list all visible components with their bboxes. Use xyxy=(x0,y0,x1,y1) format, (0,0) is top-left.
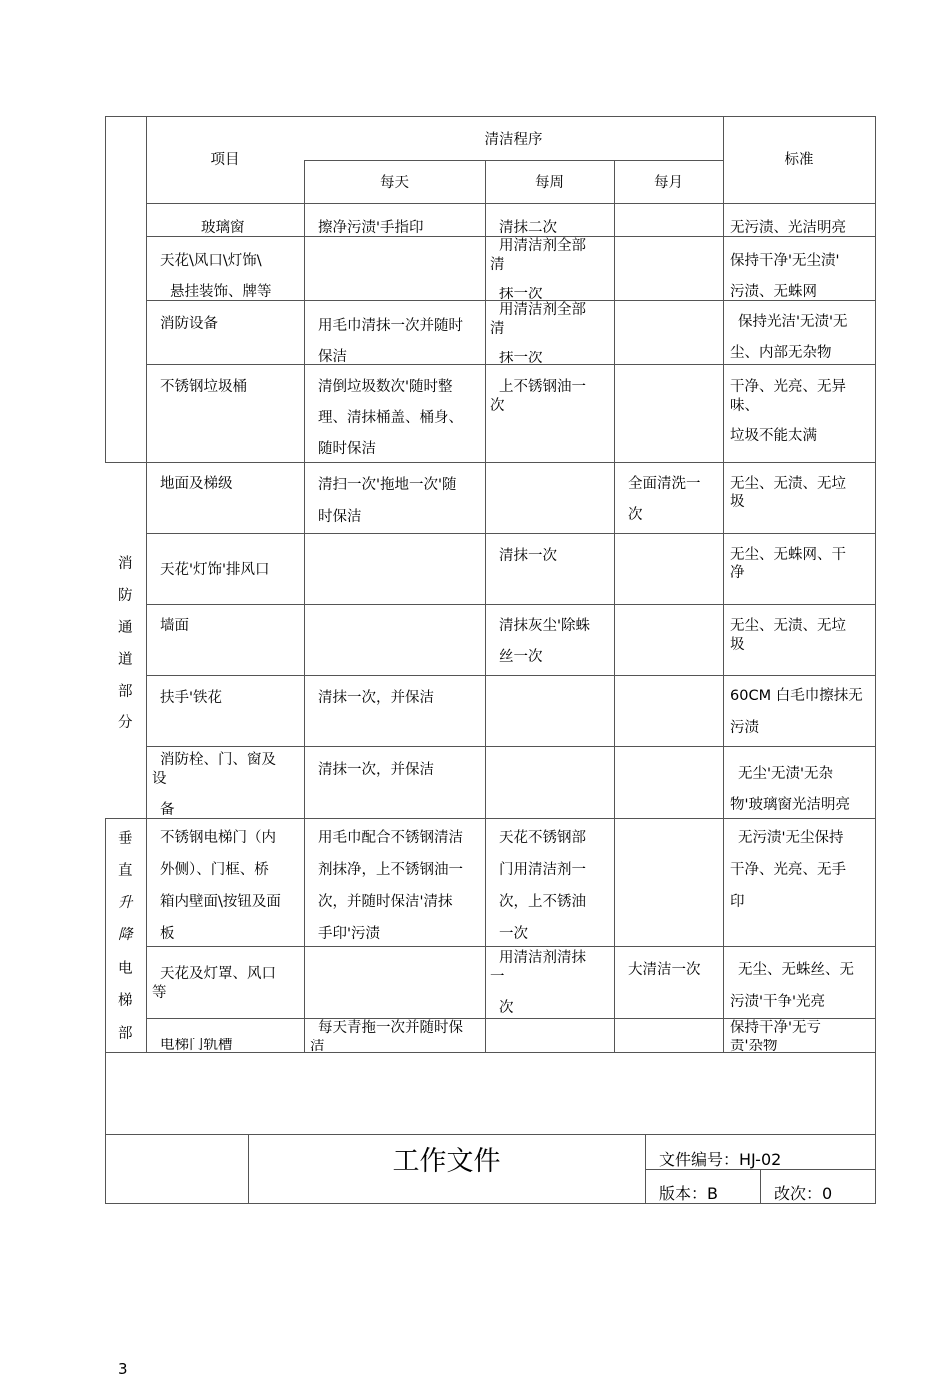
elevator-ceiling-weekly-line1: 用清洁剂清抹 xyxy=(499,950,586,966)
fire-passage-section-char-1: 消 xyxy=(118,556,133,572)
elevator-ceiling-item-line2: 等 xyxy=(152,985,167,1001)
elevator-section-char-6: 梯 xyxy=(118,993,133,1009)
fire-std-line2: 尘、内部无杂物 xyxy=(730,345,832,361)
handrail-daily: 清抹一次，并保洁 xyxy=(318,690,434,706)
handrail-item: 扶手'铁花 xyxy=(160,690,222,706)
door-daily-line2: 剂抹净，上不锈钢油一 xyxy=(318,862,463,878)
elevator-ceiling-weekly-line2: 一 xyxy=(490,969,505,985)
glass-weekly: 清抹二次 xyxy=(499,220,557,236)
door-item-line3: 箱内壁面\按钮及面 xyxy=(160,894,281,910)
elevator-ceiling-monthly: 大清洁一次 xyxy=(628,962,701,978)
wall-std-line2: 圾 xyxy=(730,637,745,653)
fire-passage-section-char-5: 部 xyxy=(118,684,133,700)
page-number: 3 xyxy=(118,1360,128,1378)
handrail-std-line1: 60CM 白毛巾擦抹无 xyxy=(730,688,863,704)
door-weekly-line1: 天花不锈钢部 xyxy=(499,830,586,846)
hydrant-std-line1: 无尘'无渍'无杂 xyxy=(738,766,833,782)
ceiling-weekly-line3: 抹一次 xyxy=(499,287,543,300)
floor-monthly-line1: 全面清洗一 xyxy=(628,476,701,492)
wall-weekly-line1: 清抹灰尘'除蛛 xyxy=(499,618,590,634)
fire-passage-section-char-6: 分 xyxy=(118,715,133,731)
header-standard: 标准 xyxy=(784,152,814,168)
header-monthly: 每月 xyxy=(654,175,683,191)
fire-daily-line1: 用毛巾清抹一次并随时 xyxy=(318,318,463,334)
passage-ceiling-std-line2: 净 xyxy=(730,565,745,581)
wall-weekly-line2: 丝一次 xyxy=(499,649,543,665)
fire-std-line1: 保持光洁'无渍'无 xyxy=(738,314,848,330)
track-daily-line2: 洁 xyxy=(310,1039,325,1052)
floor-daily-line1: 清扫一次'拖地一次'随 xyxy=(318,477,457,493)
track-std-line1: 保持干净'无亏 xyxy=(730,1020,821,1036)
bin-daily-line2: 理、清抹桶盖、桶身、 xyxy=(318,410,463,426)
glass-daily: 擦净污渍'手指印 xyxy=(318,220,424,236)
glass-item: 玻璃窗 xyxy=(201,220,245,236)
hydrant-item-line1: 消防栓、门、窗及 xyxy=(160,752,276,768)
floor-std-line2: 圾 xyxy=(730,494,745,510)
hydrant-std-line2: 物'玻璃窗光洁明亮 xyxy=(730,797,850,813)
fire-weekly-line3: 抹一次 xyxy=(499,351,543,364)
fire-passage-section-char-3: 通 xyxy=(118,620,133,636)
door-std-line3: 印 xyxy=(730,894,745,910)
elevator-ceiling-item-line1: 天花及灯罩、风口 xyxy=(160,966,276,982)
footer-revision: 改次：0 xyxy=(774,1184,833,1203)
ceiling-item-line1: 天花\风口\灯饰\ xyxy=(160,253,262,269)
fire-weekly-line2: 清 xyxy=(490,321,505,337)
hydrant-item-line2: 设 xyxy=(152,771,167,787)
elevator-section-char-5: 电 xyxy=(118,961,133,977)
passage-ceiling-weekly: 清抹一次 xyxy=(499,548,557,564)
bin-std-line2: 味、 xyxy=(730,398,759,414)
glass-standard: 无污渍、光洁明亮 xyxy=(730,220,846,236)
header-daily: 每天 xyxy=(380,175,409,191)
fire-daily-line2: 保洁 xyxy=(318,349,347,365)
elevator-ceiling-std-line2: 污渍'干争'光亮 xyxy=(730,994,825,1010)
handrail-std-line2: 污渍 xyxy=(730,720,759,736)
fire-item: 消防设备 xyxy=(160,316,218,332)
door-item-line1: 不锈钢电梯门（内 xyxy=(160,830,276,846)
elevator-section-char-1: 垂 xyxy=(118,831,133,847)
hydrant-daily: 清抹一次，并保洁 xyxy=(318,762,434,778)
ceiling-weekly-line2: 清 xyxy=(490,257,505,273)
ceiling-std-line2: 污渍、无蛛网 xyxy=(730,284,817,300)
bin-std-line1: 干净、光亮、无异 xyxy=(730,379,846,395)
header-procedure: 清洁程序 xyxy=(484,132,543,148)
footer-version: 版本：B xyxy=(659,1184,718,1203)
passage-ceiling-item: 天花'灯饰'排风口 xyxy=(160,562,270,578)
ceiling-weekly-line1: 用清洁剂全部 xyxy=(499,238,586,254)
fire-passage-section-char-2: 防 xyxy=(118,588,133,604)
ceiling-item-line2: 悬挂装饰、牌等 xyxy=(170,284,272,300)
fire-weekly-line1: 用清洁剂全部 xyxy=(499,302,586,318)
header-weekly: 每周 xyxy=(535,175,564,191)
bin-weekly-line2: 次 xyxy=(490,398,505,414)
door-std-line1: 无污渍'无尘保持 xyxy=(738,830,844,846)
fire-passage-section-char-4: 道 xyxy=(118,652,133,668)
elevator-section-char-7: 部 xyxy=(118,1026,133,1042)
footer-title: 工作文件 xyxy=(392,1146,501,1177)
floor-item: 地面及梯级 xyxy=(160,476,233,492)
door-weekly-line4: 一次 xyxy=(499,926,528,942)
track-daily-line1: 每天青拖一次并随时保 xyxy=(318,1020,463,1036)
ceiling-std-line1: 保持干净'无尘渍' xyxy=(730,253,840,269)
door-weekly-line3: 次，上不锈油 xyxy=(499,894,586,910)
track-item: 电梯门轨槽 xyxy=(160,1038,233,1052)
wall-std-line1: 无尘、无渍、无垃 xyxy=(730,618,846,634)
bin-daily-line3: 随时保洁 xyxy=(318,441,376,457)
elevator-ceiling-weekly-line3: 次 xyxy=(499,1000,514,1016)
track-std-line2: 责'杂物 xyxy=(730,1039,778,1052)
floor-monthly-line2: 次 xyxy=(628,507,643,523)
bin-daily-line1: 清倒垃圾数次'随时整 xyxy=(318,379,453,395)
floor-daily-line2: 时保洁 xyxy=(318,509,362,525)
elevator-section-char-2: 直 xyxy=(118,863,133,879)
door-daily-line4: 手印'污渍 xyxy=(318,926,380,942)
door-weekly-line2: 门用清洁剂一 xyxy=(499,862,586,878)
hydrant-item-line3: 备 xyxy=(160,802,175,818)
footer-doc-number: 文件编号：HJ-02 xyxy=(659,1150,782,1169)
header-item: 项目 xyxy=(210,152,240,168)
door-daily-line3: 次，并随时保洁'清抹 xyxy=(318,894,453,910)
door-item-line2: 外侧）、门框、桥 xyxy=(160,862,269,878)
floor-std-line1: 无尘、无渍、无垃 xyxy=(730,476,846,492)
passage-ceiling-std-line1: 无尘、无蛛网、干 xyxy=(730,547,846,563)
bin-weekly-line1: 上不锈钢油一 xyxy=(499,379,586,395)
wall-item: 墙面 xyxy=(160,618,189,634)
door-item-line4: 板 xyxy=(160,926,175,942)
door-std-line2: 干净、光亮、无手 xyxy=(730,862,846,878)
elevator-ceiling-std-line1: 无尘、无蛛丝、无 xyxy=(738,962,854,978)
bin-std-line3: 垃圾不能太满 xyxy=(730,428,817,444)
bin-item: 不锈钢垃圾桶 xyxy=(160,379,247,395)
elevator-section-char-3: 升 xyxy=(118,895,133,911)
elevator-section-char-4: 降 xyxy=(118,927,133,943)
door-daily-line1: 用毛巾配合不锈钢清洁 xyxy=(318,830,463,846)
